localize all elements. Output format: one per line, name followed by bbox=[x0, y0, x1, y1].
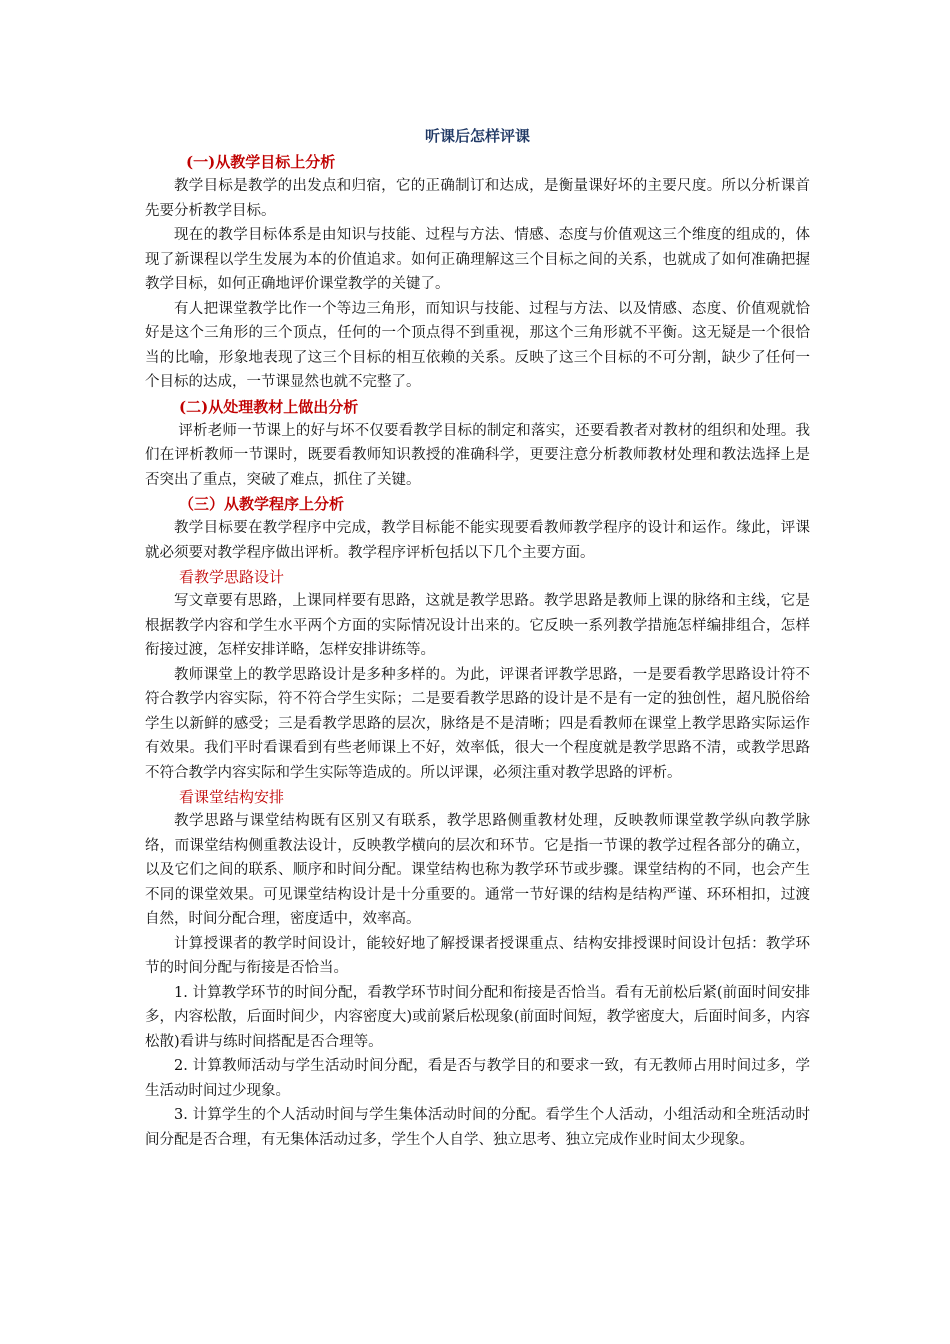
paragraph: 教师课堂上的教学思路设计是多种多样的。为此，评课者评教学思路，一是要看教学思路设计符不符合教学内容实际，符不符合学生实际；二是要看教学思路的设计是不是有一定的独创性，超凡脱俗给学生以新鲜的感受；三是看教学思路的层次，脉络是不是清晰；四是看教师在课堂上教学思路实际运作有效果。我们平时看课看到有些老师课上不好，效率低，很大一个程度就是教学思路不清，或教学思路不符合教学内容实际和学生实际等造成的。所以评课，必须注重对教学思路的评析。 bbox=[145, 666, 810, 781]
list-item: 2. 计算教师活动与学生活动时间分配，看是否与教学目的和要求一致，有无教师占用时间过多，学生活动时间过少现象。 bbox=[145, 1058, 810, 1099]
section-heading-teaching-procedure: （三）从教学程序上分析 bbox=[179, 495, 345, 513]
list-item: 3. 计算学生的个人活动时间与学生集体活动时间的分配。看学生个人活动，小组活动和全班活动时间分配是否合理，有无集体活动过多，学生个人自学、独立思考、独立完成作业时间太少现象。 bbox=[145, 1107, 810, 1148]
paragraph: 教学目标是教学的出发点和归宿，它的正确制订和达成，是衡量课好坏的主要尺度。所以分析课首先要分析教学目标。 bbox=[145, 178, 810, 219]
paragraph: 教学目标要在教学程序中完成，教学目标能不能实现要看教师教学程序的设计和运作。缘此，评课就必须要对教学程序做出评析。教学程序评析包括以下几个主要方面。 bbox=[145, 520, 810, 561]
section-heading-textbook-handling: (二)从处理教材上做出分析 bbox=[179, 397, 359, 416]
list-item: 1. 计算教学环节的时间分配，看教学环节时间分配和衔接是否恰当。看有无前松后紧(前面时间安排多，内容松散，后面时间少，内容密度大)或前紧后松现象(前面时间短，教学密度大，后面时间多，内容松散)看讲与练时间搭配是否合理等。 bbox=[145, 984, 810, 1050]
paragraph: 计算授课者的教学时间设计，能较好地了解授课者授课重点、结构安排授课时间设计包括：教学环节的时间分配与衔接是否恰当。 bbox=[145, 935, 810, 976]
paragraph: 教学思路与课堂结构既有区别又有联系，教学思路侧重教材处理，反映教师课堂教学纵向教学脉络，而课堂结构侧重教法设计，反映教学横向的层次和环节。它是指一节课的教学过程各部分的确立，以及它们之间的联系、顺序和时间分配。课堂结构也称为教学环节或步骤。课堂结构的不同，也会产生不同的课堂效果。可见课堂结构设计是十分重要的。通常一节好课的结构是结构严谨、环环相扣，过渡自然，时间分配合理，密度适中，效率高。 bbox=[145, 813, 810, 927]
paragraph: 现在的教学目标体系是由知识与技能、过程与方法、情感、态度与价值观这三个维度的组成的，体现了新课程以学生发展为本的价值追求。如何正确理解这三个目标之间的关系，也就成了如何准确把握教学目标，如何正确地评价课堂教学的关键了。 bbox=[145, 227, 810, 292]
section-heading-teaching-goals: (一)从教学目标上分析 bbox=[186, 153, 336, 171]
paragraph: 写文章要有思路，上课同样要有思路，这就是教学思路。教学思路是教师上课的脉络和主线，它是根据教学内容和学生水平两个方面的实际情况设计出来的。它反映一系列教学措施怎样编排组合，怎样衔接过渡，怎样安排详略，怎样安排讲练等。 bbox=[145, 593, 810, 658]
paragraph: 有人把课堂教学比作一个等边三角形，而知识与技能、过程与方法、以及情感、态度、价值观就恰好是这个三角形的三个顶点，任何的一个顶点得不到重视，那这个三角形就不平衡。这无疑是一个很恰当的比喻，形象地表现了这三个目标的相互依赖的关系。反映了这三个目标的不可分割，缺少了任何一个目标的达成，一节课显然也就不完整了。 bbox=[145, 300, 810, 390]
document-page bbox=[145, 124, 810, 1152]
subsection-heading-class-structure: 看课堂结构安排 bbox=[179, 788, 285, 806]
document-title: 听课后怎样评课 bbox=[424, 127, 530, 145]
subsection-heading-teaching-ideas: 看教学思路设计 bbox=[179, 568, 285, 586]
paragraph: 评析老师一节课上的好与坏不仅要看教学目标的制定和落实，还要看教者对教材的组织和处理。我们在评析教师一节课时，既要看教师知识教授的准确科学，更要注意分析教师教材处理和教法选择上是否突出了重点，突破了难点，抓住了关键。 bbox=[145, 422, 810, 488]
